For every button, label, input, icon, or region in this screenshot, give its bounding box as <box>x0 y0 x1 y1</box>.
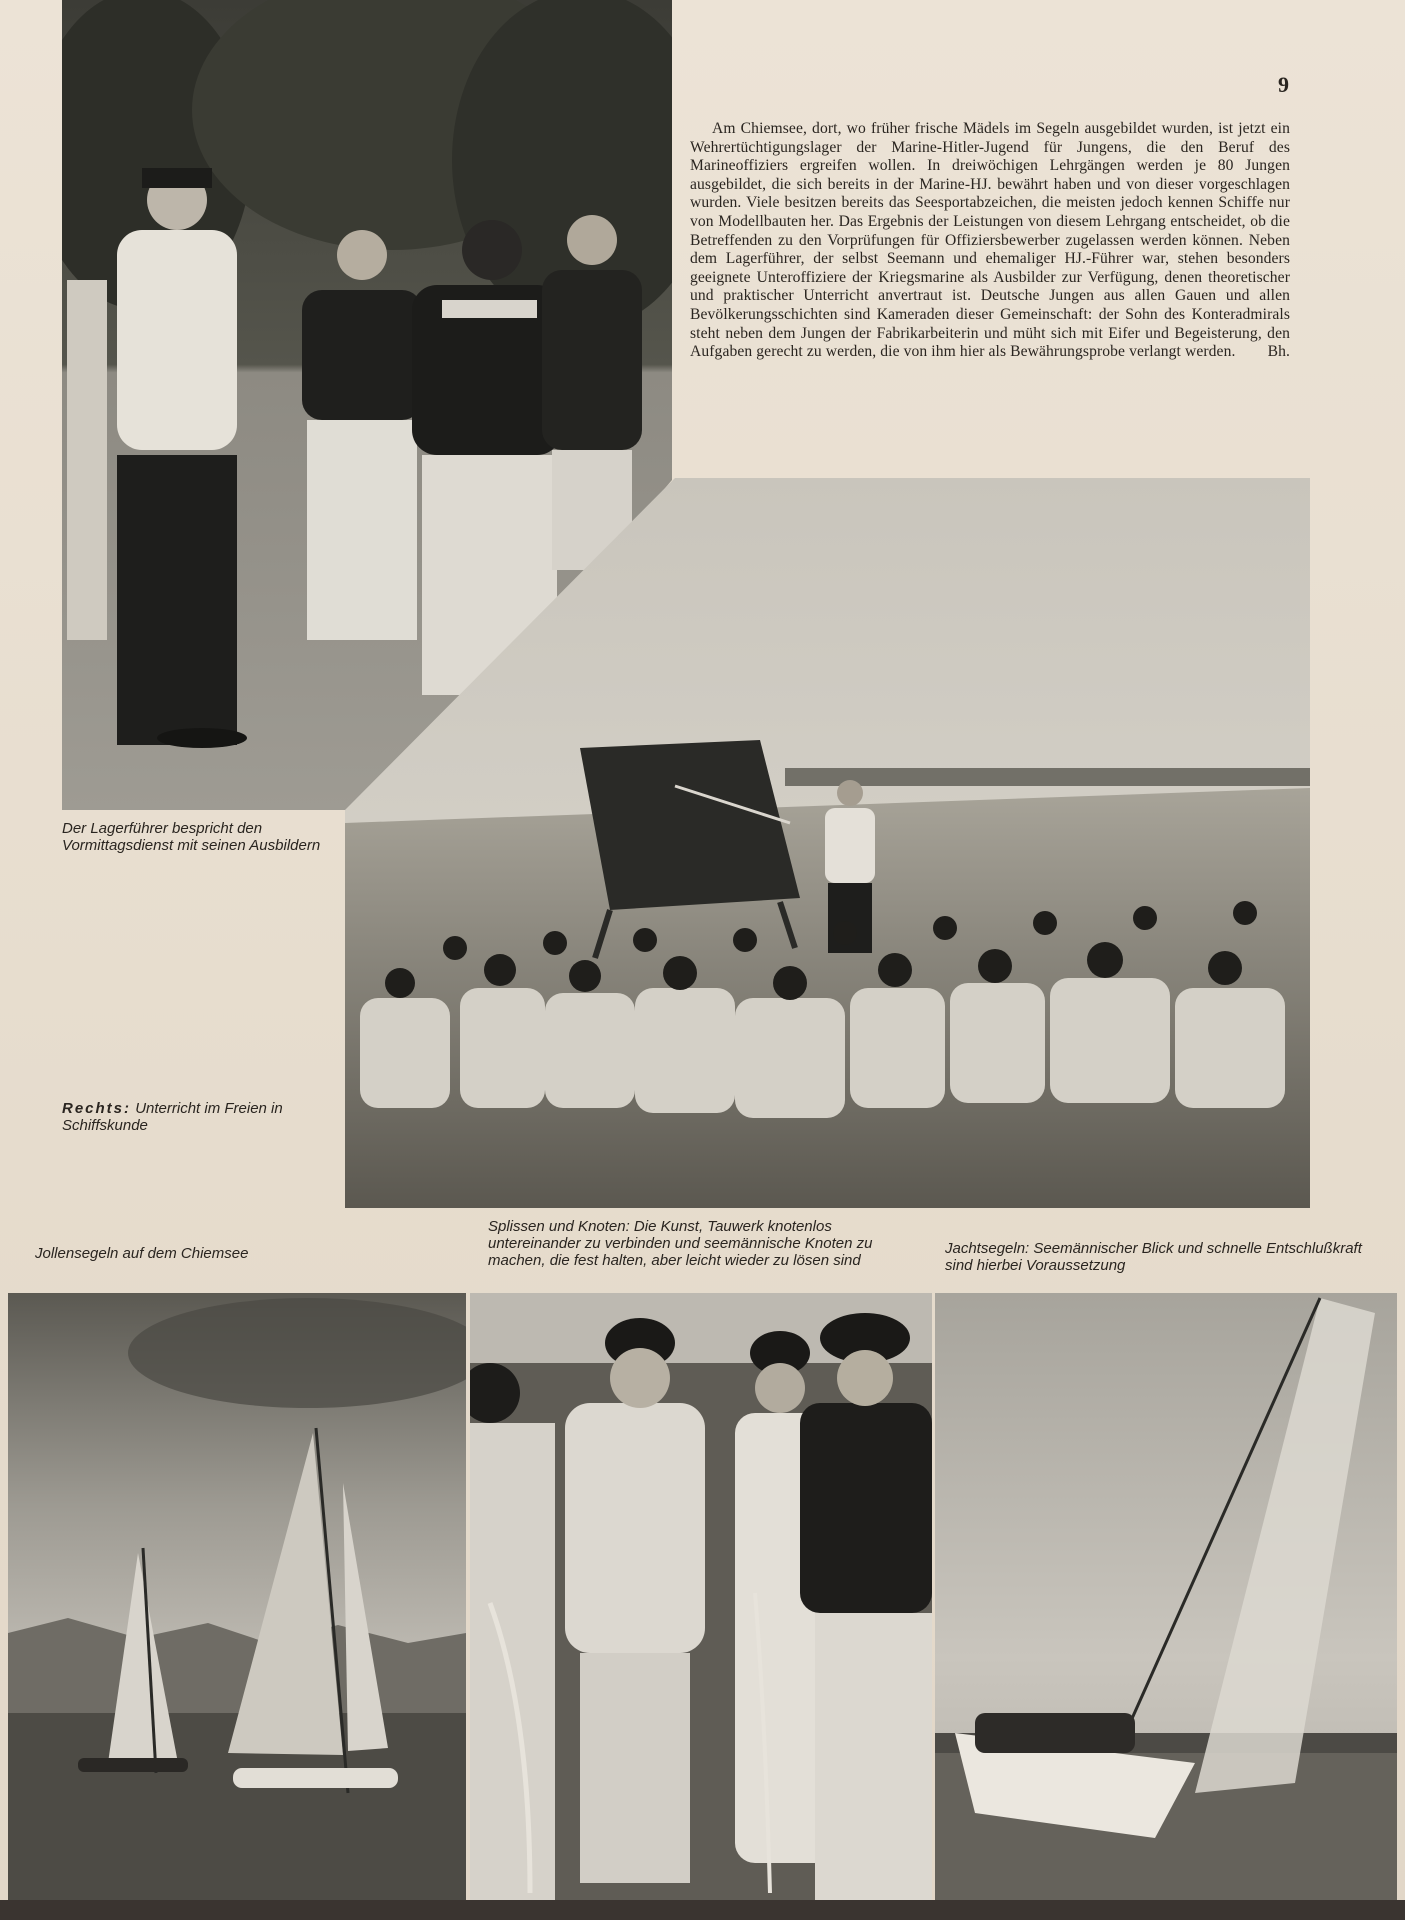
caption-lagerfuehrer: Der Lagerführer bespricht den Vormittagsdienst mit seinen Ausbildern <box>62 820 321 854</box>
page-bottom-edge <box>0 1900 1405 1920</box>
photo-outdoor-lesson <box>345 478 1310 1208</box>
photo-dinghy-sailing <box>8 1293 466 1900</box>
caption-splissen: Splissen und Knoten: Die Kunst, Tauwerk knotenlos untereinander zu verbinden und seemännische Knoten zu machen, die fest halten, aber leicht wieder zu lösen sind <box>488 1218 873 1269</box>
article-body <box>690 120 1290 362</box>
article-signature: Bh. <box>1267 343 1290 361</box>
caption-unterricht-text: Unterricht im Freien in Schiffskunde <box>62 1100 283 1134</box>
photo-knot-tying <box>470 1293 932 1900</box>
caption-unterricht-prefix: Rechts: <box>62 1100 132 1117</box>
caption-jollensegeln: Jollensegeln auf dem Chiemsee <box>35 1245 249 1262</box>
page-number: 9 <box>1278 72 1289 97</box>
article-text: Am Chiemsee, dort, wo früher frische Mädels im Segeln ausgebildet wurden, ist jetzt ein Wehrertüchtigungslager der Marine-Hitler-Jugend für Jungens, die den Beruf des Marineoffiziers ergreifen wollen. In dreiwöchigen Lehrgängen werden je 80 Jungen ausgebildet, die sich bereits in der Marine-HJ. bewährt haben und von dieser vorgeschlagen wurden. Viele besitzen bereits das Seesportabzeichen, die meisten jedoch kennen Schiffe nur von Modellbauten her. Das Ergebnis der Leistungen von diesem Lehrgang entscheidet, ob die Betreffenden zu den Vorprüfungen für Offiziersbewerber zugelassen werden können. Neben dem Lagerführer, der selbst Seemann und ehemaliger HJ.-Führer war, stehen besonders geeignete Unteroffiziere der Kriegsmarine als Ausbilder zur Verfügung, denen theoretischer und praktischer Unterricht anvertraut ist. Deutsche Jungen aus allen Gauen und allen Bevölkerungsschichten sind Kameraden dieser Gemeinschaft: der Sohn des Konteradmirals steht neben dem Jungen der Fabrikarbeiterin und müht sich mit Eifer und Begeisterung, den Aufgaben gerecht zu werden, die von ihm hier als Bewährungsprobe verlangt werden. <box>690 120 1290 361</box>
caption-jachtsegeln: Jachtsegeln: Seemännischer Blick und schnelle Entschlußkraft sind hierbei Voraussetzung <box>945 1240 1362 1274</box>
caption-unterricht <box>62 1100 332 1134</box>
photo-yacht-sailing <box>935 1293 1397 1900</box>
